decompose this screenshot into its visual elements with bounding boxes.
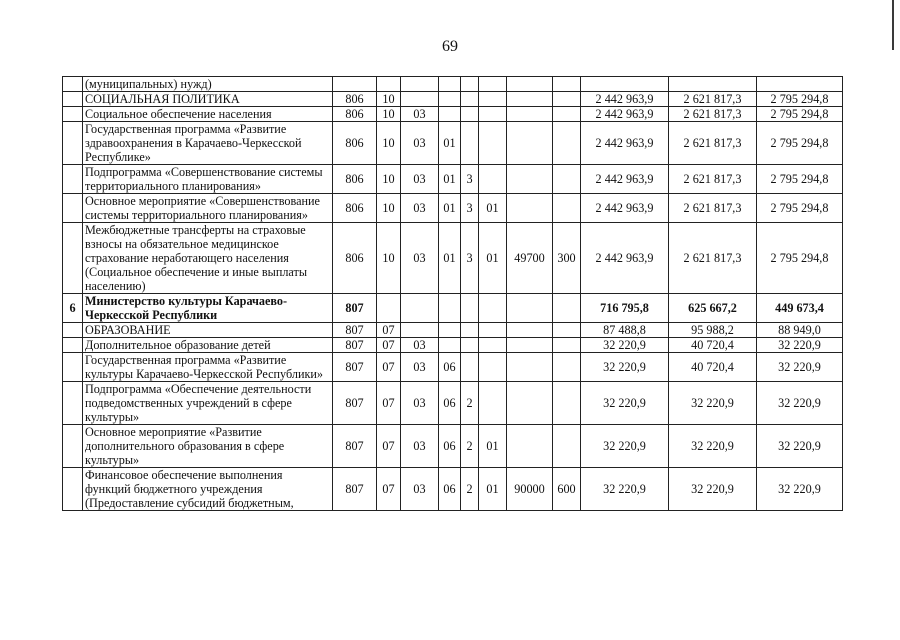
admin-code-cell: 806 (333, 194, 377, 223)
program-code-cell: 06 (439, 382, 461, 425)
row-number-cell (63, 92, 83, 107)
amount-2021-cell: 2 795 294,8 (757, 92, 843, 107)
amount-2020-cell: 2 621 817,3 (669, 194, 757, 223)
amount-2021-cell: 32 220,9 (757, 468, 843, 511)
main-event-code-cell (479, 323, 507, 338)
direction-code-cell: 90000 (507, 468, 553, 511)
amount-2020-cell: 40 720,4 (669, 338, 757, 353)
amount-2020-cell: 32 220,9 (669, 382, 757, 425)
program-code-cell: 01 (439, 194, 461, 223)
section-code-cell: 10 (377, 122, 401, 165)
amount-2020-cell: 2 621 817,3 (669, 107, 757, 122)
program-code-cell (439, 294, 461, 323)
amount-2021-cell: 2 795 294,8 (757, 122, 843, 165)
section-code-cell: 10 (377, 194, 401, 223)
main-event-code-cell: 01 (479, 468, 507, 511)
main-event-code-cell (479, 338, 507, 353)
item-name-cell: Межбюджетные трансферты на страховые взносы на обязательное медицинское страхование неработающего населения (Социальное обеспечение и иные выплаты населению) (83, 223, 333, 294)
subsection-code-cell: 03 (401, 382, 439, 425)
table-row (63, 165, 843, 194)
budget-table-body (63, 77, 843, 511)
expense-type-code-cell (553, 194, 581, 223)
amount-2020-cell (669, 77, 757, 92)
section-code-cell: 10 (377, 92, 401, 107)
admin-code-cell: 807 (333, 323, 377, 338)
amount-2021-cell: 32 220,9 (757, 382, 843, 425)
main-event-code-cell (479, 353, 507, 382)
section-code-cell: 07 (377, 425, 401, 468)
subprogram-code-cell (461, 323, 479, 338)
amount-2020-cell: 95 988,2 (669, 323, 757, 338)
direction-code-cell (507, 338, 553, 353)
item-name-cell: Дополнительное образование детей (83, 338, 333, 353)
amount-2021-cell: 32 220,9 (757, 425, 843, 468)
main-event-code-cell: 01 (479, 425, 507, 468)
expense-type-code-cell: 600 (553, 468, 581, 511)
table-row (63, 92, 843, 107)
table-row (63, 425, 843, 468)
row-number-cell (63, 353, 83, 382)
subprogram-code-cell (461, 122, 479, 165)
direction-code-cell (507, 122, 553, 165)
program-code-cell: 06 (439, 468, 461, 511)
table-row (63, 294, 843, 323)
subsection-code-cell: 03 (401, 223, 439, 294)
expense-type-code-cell (553, 77, 581, 92)
amount-2021-cell: 32 220,9 (757, 353, 843, 382)
amount-2021-cell (757, 77, 843, 92)
subsection-code-cell: 03 (401, 468, 439, 511)
expense-type-code-cell (553, 425, 581, 468)
row-number-cell (63, 382, 83, 425)
item-name-cell: Основное мероприятие «Совершенствование системы территориального планирования» (83, 194, 333, 223)
main-event-code-cell (479, 77, 507, 92)
row-number-cell (63, 77, 83, 92)
subsection-code-cell (401, 294, 439, 323)
section-code-cell (377, 294, 401, 323)
direction-code-cell (507, 294, 553, 323)
program-code-cell (439, 107, 461, 122)
subprogram-code-cell: 2 (461, 382, 479, 425)
row-number-cell (63, 468, 83, 511)
item-name-cell: (муниципальных) нужд) (83, 77, 333, 92)
subsection-code-cell: 03 (401, 122, 439, 165)
row-number-cell (63, 165, 83, 194)
admin-code-cell: 807 (333, 468, 377, 511)
amount-2021-cell: 2 795 294,8 (757, 107, 843, 122)
expense-type-code-cell (553, 92, 581, 107)
section-code-cell: 10 (377, 223, 401, 294)
admin-code-cell: 806 (333, 107, 377, 122)
item-name-cell: Социальное обеспечение населения (83, 107, 333, 122)
expense-type-code-cell (553, 353, 581, 382)
row-number-cell (63, 223, 83, 294)
row-number-cell (63, 323, 83, 338)
subsection-code-cell (401, 323, 439, 338)
section-code-cell: 07 (377, 468, 401, 511)
direction-code-cell (507, 194, 553, 223)
subprogram-code-cell: 3 (461, 194, 479, 223)
item-name-cell: Государственная программа «Развитие здравоохранения в Карачаево-Черкесской Республике» (83, 122, 333, 165)
amount-2019-cell: 2 442 963,9 (581, 194, 669, 223)
table-row (63, 122, 843, 165)
section-code-cell: 10 (377, 165, 401, 194)
table-row (63, 194, 843, 223)
table-row (63, 353, 843, 382)
subprogram-code-cell (461, 107, 479, 122)
direction-code-cell (507, 425, 553, 468)
main-event-code-cell: 01 (479, 223, 507, 294)
subsection-code-cell: 03 (401, 107, 439, 122)
amount-2019-cell: 32 220,9 (581, 338, 669, 353)
subprogram-code-cell: 3 (461, 165, 479, 194)
subprogram-code-cell (461, 353, 479, 382)
amount-2019-cell: 2 442 963,9 (581, 165, 669, 194)
amount-2020-cell: 2 621 817,3 (669, 223, 757, 294)
subsection-code-cell: 03 (401, 353, 439, 382)
amount-2021-cell: 88 949,0 (757, 323, 843, 338)
admin-code-cell: 806 (333, 122, 377, 165)
amount-2019-cell: 2 442 963,9 (581, 107, 669, 122)
row-number-cell (63, 425, 83, 468)
expense-type-code-cell (553, 338, 581, 353)
item-name-cell: Подпрограмма «Обеспечение деятельности подведомственных учреждений в сфере культуры» (83, 382, 333, 425)
amount-2020-cell: 2 621 817,3 (669, 122, 757, 165)
subprogram-code-cell: 3 (461, 223, 479, 294)
row-number-cell (63, 122, 83, 165)
program-code-cell (439, 338, 461, 353)
amount-2020-cell: 2 621 817,3 (669, 92, 757, 107)
main-event-code-cell (479, 92, 507, 107)
item-name-cell: Основное мероприятие «Развитие дополнительного образования в сфере культуры» (83, 425, 333, 468)
amount-2021-cell: 2 795 294,8 (757, 223, 843, 294)
program-code-cell (439, 323, 461, 338)
expense-type-code-cell (553, 323, 581, 338)
direction-code-cell (507, 353, 553, 382)
subsection-code-cell: 03 (401, 165, 439, 194)
section-code-cell: 07 (377, 323, 401, 338)
amount-2021-cell: 2 795 294,8 (757, 165, 843, 194)
amount-2019-cell: 87 488,8 (581, 323, 669, 338)
admin-code-cell: 806 (333, 165, 377, 194)
program-code-cell (439, 92, 461, 107)
main-event-code-cell (479, 294, 507, 323)
program-code-cell (439, 77, 461, 92)
row-number-cell (63, 107, 83, 122)
item-name-cell: Государственная программа «Развитие культуры Карачаево-Черкесской Республики» (83, 353, 333, 382)
table-row (63, 338, 843, 353)
direction-code-cell (507, 323, 553, 338)
direction-code-cell (507, 382, 553, 425)
amount-2019-cell: 32 220,9 (581, 468, 669, 511)
section-code-cell: 10 (377, 107, 401, 122)
table-row (63, 107, 843, 122)
admin-code-cell: 807 (333, 338, 377, 353)
section-code-cell: 07 (377, 382, 401, 425)
amount-2020-cell: 32 220,9 (669, 468, 757, 511)
budget-table (62, 76, 843, 511)
admin-code-cell: 807 (333, 353, 377, 382)
item-name-cell: Министерство культуры Карачаево-Черкесской Республики (83, 294, 333, 323)
amount-2019-cell: 32 220,9 (581, 382, 669, 425)
amount-2019-cell (581, 77, 669, 92)
row-number-cell: 6 (63, 294, 83, 323)
table-row (63, 382, 843, 425)
subprogram-code-cell (461, 338, 479, 353)
admin-code-cell: 807 (333, 382, 377, 425)
subprogram-code-cell (461, 77, 479, 92)
program-code-cell: 06 (439, 425, 461, 468)
expense-type-code-cell (553, 294, 581, 323)
program-code-cell: 01 (439, 122, 461, 165)
row-number-cell (63, 338, 83, 353)
item-name-cell: СОЦИАЛЬНАЯ ПОЛИТИКА (83, 92, 333, 107)
amount-2019-cell: 2 442 963,9 (581, 223, 669, 294)
subsection-code-cell: 03 (401, 338, 439, 353)
amount-2021-cell: 2 795 294,8 (757, 194, 843, 223)
table-row (63, 223, 843, 294)
admin-code-cell: 806 (333, 223, 377, 294)
subsection-code-cell: 03 (401, 194, 439, 223)
table-row (63, 323, 843, 338)
direction-code-cell (507, 77, 553, 92)
subprogram-code-cell (461, 92, 479, 107)
amount-2020-cell: 625 667,2 (669, 294, 757, 323)
amount-2020-cell: 2 621 817,3 (669, 165, 757, 194)
main-event-code-cell (479, 382, 507, 425)
expense-type-code-cell (553, 165, 581, 194)
direction-code-cell (507, 165, 553, 194)
subprogram-code-cell: 2 (461, 468, 479, 511)
amount-2019-cell: 716 795,8 (581, 294, 669, 323)
amount-2021-cell: 449 673,4 (757, 294, 843, 323)
table-row (63, 77, 843, 92)
admin-code-cell: 807 (333, 425, 377, 468)
amount-2020-cell: 32 220,9 (669, 425, 757, 468)
admin-code-cell: 806 (333, 92, 377, 107)
amount-2019-cell: 2 442 963,9 (581, 122, 669, 165)
direction-code-cell (507, 107, 553, 122)
page-edge-mark (892, 0, 894, 50)
amount-2021-cell: 32 220,9 (757, 338, 843, 353)
program-code-cell: 06 (439, 353, 461, 382)
expense-type-code-cell: 300 (553, 223, 581, 294)
table-row (63, 468, 843, 511)
expense-type-code-cell (553, 382, 581, 425)
program-code-cell: 01 (439, 165, 461, 194)
amount-2019-cell: 32 220,9 (581, 353, 669, 382)
section-code-cell: 07 (377, 353, 401, 382)
expense-type-code-cell (553, 122, 581, 165)
subsection-code-cell (401, 77, 439, 92)
admin-code-cell (333, 77, 377, 92)
main-event-code-cell (479, 165, 507, 194)
item-name-cell: Подпрограмма «Совершенствование системы территориального планирования» (83, 165, 333, 194)
amount-2019-cell: 2 442 963,9 (581, 92, 669, 107)
subsection-code-cell (401, 92, 439, 107)
program-code-cell: 01 (439, 223, 461, 294)
amount-2020-cell: 40 720,4 (669, 353, 757, 382)
section-code-cell (377, 77, 401, 92)
expense-type-code-cell (553, 107, 581, 122)
subprogram-code-cell (461, 294, 479, 323)
direction-code-cell (507, 92, 553, 107)
page-number: 69 (442, 38, 458, 55)
subprogram-code-cell: 2 (461, 425, 479, 468)
item-name-cell: Финансовое обеспечение выполнения функций бюджетного учреждения (Предоставление субсидий бюджетным, (83, 468, 333, 511)
main-event-code-cell (479, 122, 507, 165)
admin-code-cell: 807 (333, 294, 377, 323)
main-event-code-cell (479, 107, 507, 122)
direction-code-cell: 49700 (507, 223, 553, 294)
section-code-cell: 07 (377, 338, 401, 353)
subsection-code-cell: 03 (401, 425, 439, 468)
row-number-cell (63, 194, 83, 223)
main-event-code-cell: 01 (479, 194, 507, 223)
amount-2019-cell: 32 220,9 (581, 425, 669, 468)
item-name-cell: ОБРАЗОВАНИЕ (83, 323, 333, 338)
